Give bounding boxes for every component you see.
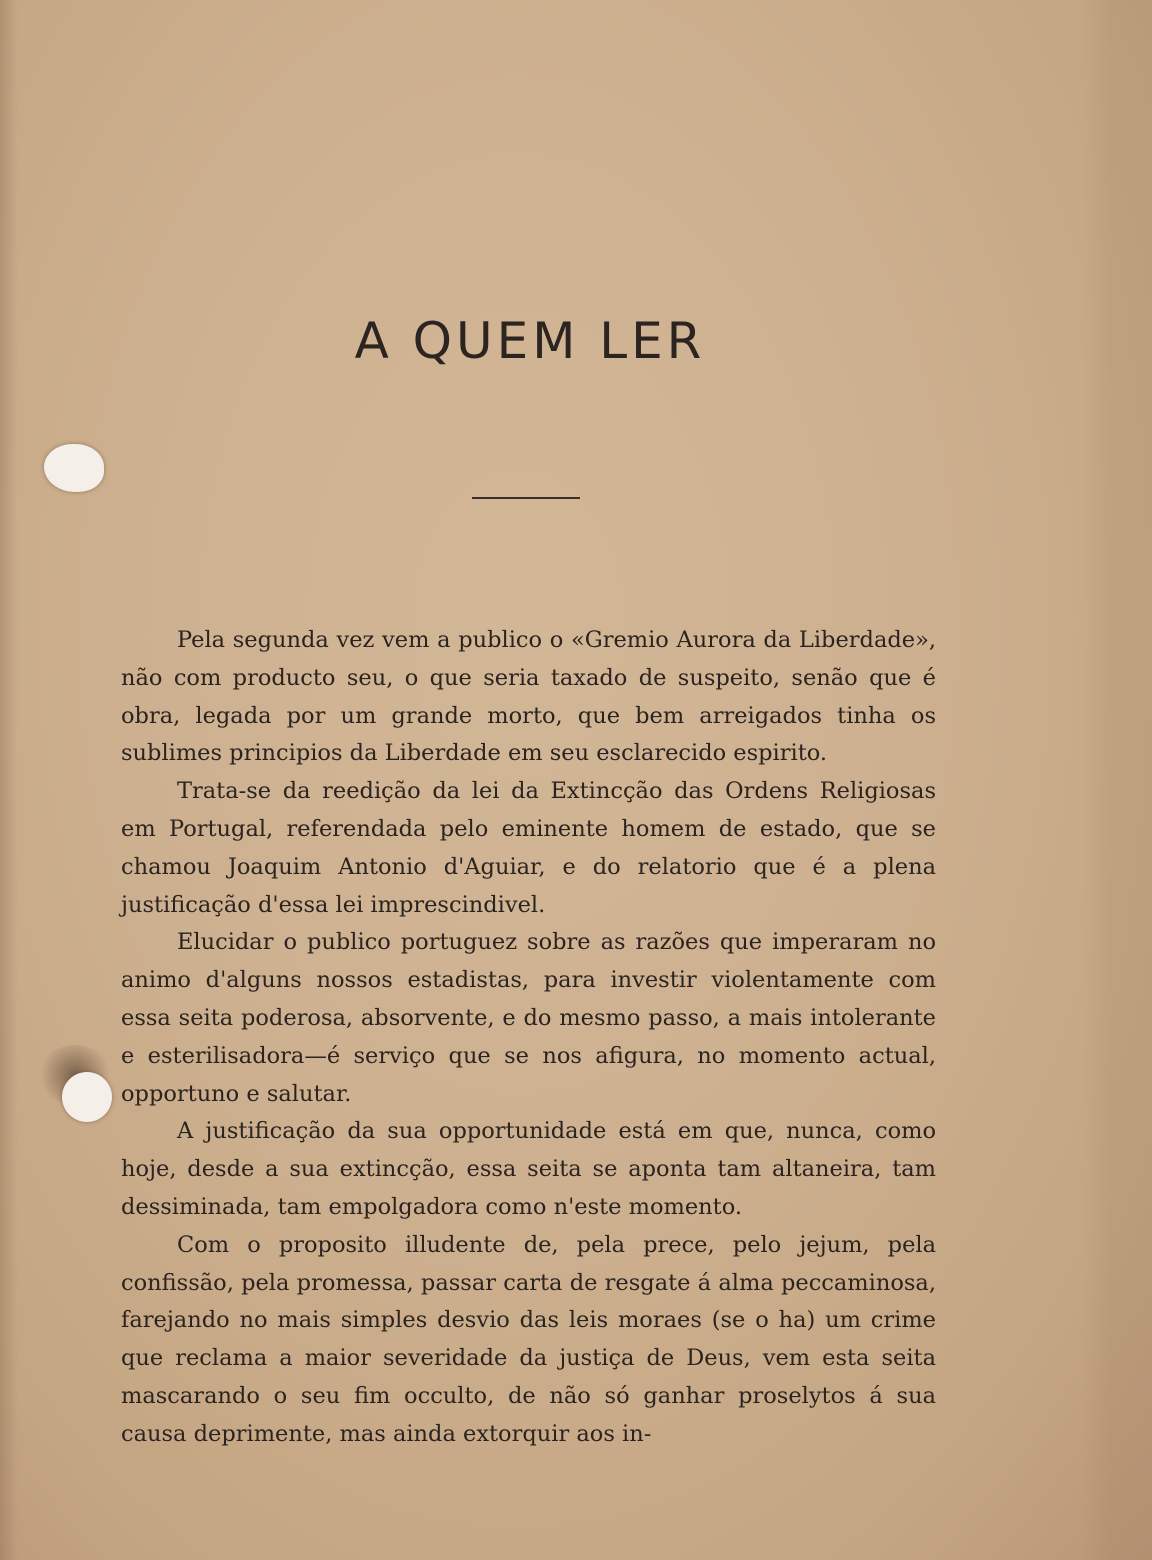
paragraph: Com o proposito illudente de, pela prece, pelo jejum, pela confissão, pela promessa, passar carta de resgate á alma peccaminosa, farejando no mais simples desvio das leis moraes (se o ha) um crime que reclama a maior severidade da justiça de Deus, vem esta seita mascarando o seu fim occulto, de não só ganhar proselytos á sua causa deprimente, mas ainda extorquir aos in- (121, 1231, 936, 1447)
body-text (121, 622, 936, 1454)
page-left-edge-shadow (0, 0, 18, 1560)
page-title (0, 312, 1060, 370)
page-right-edge-shadow (1082, 0, 1152, 1560)
page-title-text: A QUEM LER (354, 312, 706, 370)
punch-hole-bottom (62, 1072, 112, 1122)
paragraph: A justificação da sua opportunidade está em que, nunca, como hoje, desde a sua extincção, essa seita se aponta tam altaneira, tam dessiminada, tam empolgadora como n'este momento. (121, 1118, 936, 1220)
punch-hole-top (44, 444, 104, 492)
title-divider (472, 497, 580, 499)
paragraph: Trata-se da reedição da lei da Extincção das Ordens Religiosas em Portugal, referendada pelo eminente homem de estado, que se chamou Joaquim Antonio d'Aguiar, e do relatorio que é a plena justificação d'essa lei imprescindivel. (121, 778, 936, 918)
paragraph: Pela segunda vez vem a publico o «Gremio Aurora da Liberdade», não com producto seu, o que seria taxado de suspeito, senão que é obra, legada por um grande morto, que bem arreigados tinha os sublimes principios da Liberdade em seu esclarecido espirito. (121, 627, 936, 767)
paragraph: Elucidar o publico portuguez sobre as razões que imperaram no animo d'alguns nossos estadistas, para investir violentamente com essa seita poderosa, absorvente, e do mesmo passo, a mais intolerante e esterilisadora—é serviço que se nos afigura, no momento actual, opportuno e salutar. (121, 929, 936, 1107)
